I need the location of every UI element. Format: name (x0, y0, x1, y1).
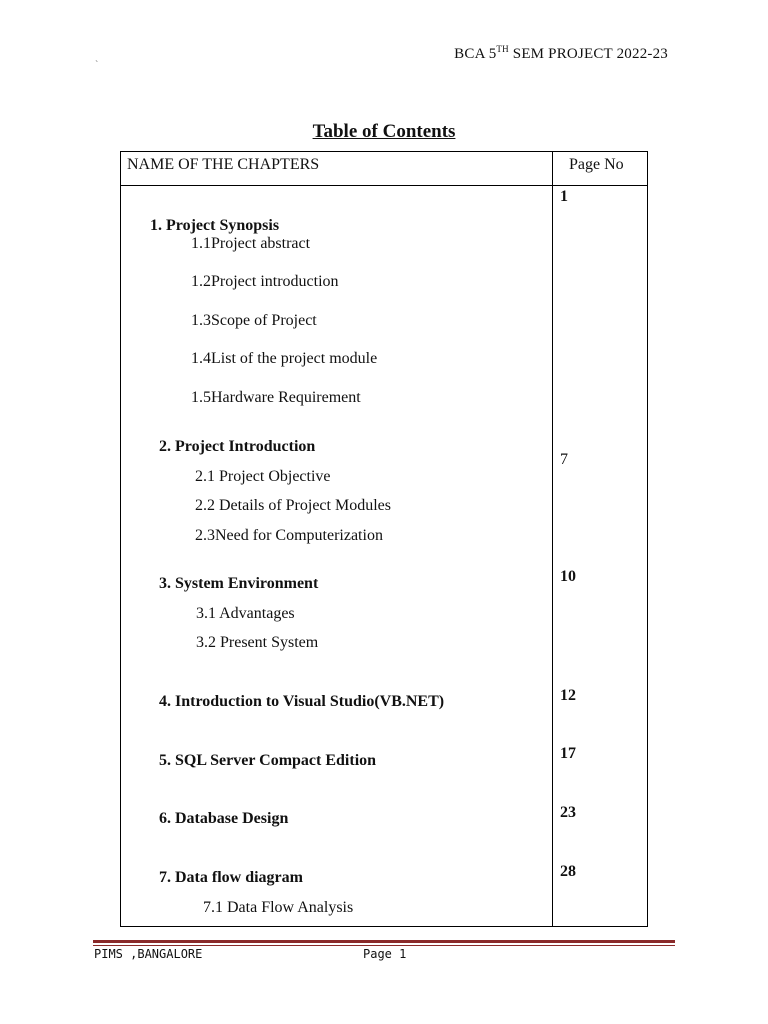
footer-rule (93, 940, 675, 943)
subsection: 2.2 Details of Project Modules (195, 497, 391, 514)
page-number: 1 (560, 188, 568, 205)
chapter-title: 7. Data flow diagram (159, 869, 303, 886)
chapter-title: 3. System Environment (159, 575, 319, 592)
subsection: 1.4List of the project module (191, 350, 378, 367)
subsection: 2.1 Project Objective (195, 468, 331, 485)
subsection: 1.3Scope of Project (191, 312, 317, 329)
chapter-title: 5. SQL Server Compact Edition (159, 752, 377, 769)
footer-rule-thin (93, 945, 675, 946)
header-superscript: TH (496, 44, 509, 54)
subsection: 3.1 Advantages (196, 605, 295, 622)
page-number: 23 (560, 804, 576, 821)
chapter-title: 6. Database Design (159, 810, 289, 827)
page-title: Table of Contents (312, 121, 456, 142)
header-row-divider (121, 185, 647, 186)
subsection: 3.2 Present System (196, 634, 319, 651)
column-divider (552, 152, 553, 926)
chapter-title: 4. Introduction to Visual Studio(VB.NET) (159, 693, 445, 710)
page-number: 7 (560, 451, 568, 468)
subsection: 1.5Hardware Requirement (191, 389, 361, 406)
chapter-title: 1. Project Synopsis (150, 217, 280, 234)
subsection: 1.2Project introduction (191, 273, 339, 290)
stray-mark: ` (95, 60, 99, 71)
subsection: 1.1Project abstract (191, 235, 311, 252)
subsection: 7.1 Data Flow Analysis (203, 899, 354, 916)
chapter-title: 2. Project Introduction (159, 438, 316, 455)
column-header-chapters: NAME OF THE CHAPTERS (127, 156, 320, 173)
footer-page-number: Page 1 (363, 947, 407, 961)
page-header (454, 44, 668, 63)
page-number: 28 (560, 863, 576, 880)
column-header-page: Page No (569, 156, 624, 173)
page-number: 17 (560, 745, 576, 762)
subsection: 2.3Need for Computerization (195, 527, 383, 544)
page-number: 10 (560, 568, 576, 585)
header-prefix: BCA 5 (454, 46, 497, 62)
page-number: 12 (560, 687, 576, 704)
header-suffix: SEM PROJECT 2022-23 (508, 46, 668, 62)
toc-table (120, 151, 648, 927)
footer-institution: PIMS ,BANGALORE (94, 947, 203, 961)
